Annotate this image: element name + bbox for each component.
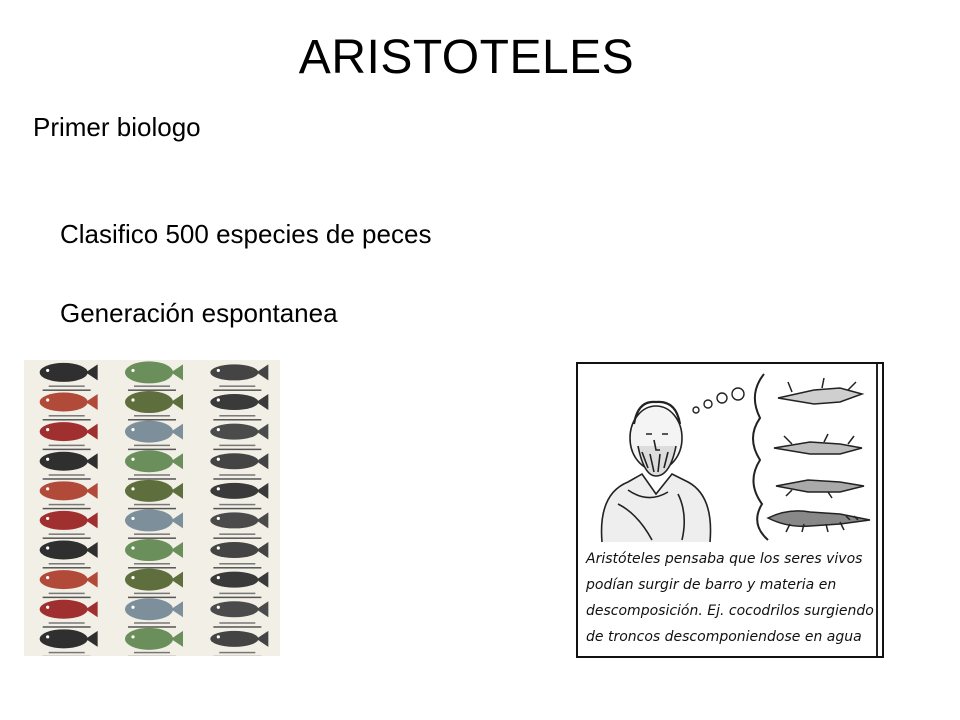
fish-icon	[125, 509, 183, 539]
fish-icon	[210, 512, 268, 539]
bullet-generacion-espontanea: Generación espontanea	[60, 298, 338, 328]
fish-icon	[40, 600, 98, 628]
fish-icon	[210, 601, 268, 628]
bullet-primer-biologo: Primer biologo	[33, 112, 201, 142]
comic-caption-line: de troncos descomponiendose en agua	[586, 629, 862, 645]
log-to-crocodile-sequence-icon	[768, 378, 870, 532]
fish-icon	[40, 452, 98, 480]
fish-icon	[210, 424, 268, 451]
fish-icon	[40, 481, 98, 509]
comic-caption	[586, 546, 874, 650]
fish-icon	[210, 364, 268, 391]
fish-icon	[125, 391, 183, 421]
fish-icon	[40, 511, 98, 539]
fish-icon	[125, 450, 183, 480]
bullet-clasifico-peces: Clasifico 500 especies de peces	[60, 219, 432, 249]
comic-caption-line: Aristóteles pensaba que los seres vivos	[586, 551, 863, 567]
fish-icon	[40, 629, 98, 656]
fish-icon	[210, 453, 268, 480]
fish-icon	[125, 628, 183, 656]
comic-caption-line: descomposición. Ej. cocodrilos surgiendo	[586, 603, 874, 619]
aristotle-comic-image	[576, 362, 884, 658]
fish-chart-image	[24, 360, 280, 656]
fish-icon	[210, 394, 268, 421]
fish-icon	[40, 363, 98, 391]
fish-icon	[40, 541, 98, 569]
aristotle-figure-icon	[602, 402, 711, 542]
fish-icon	[210, 542, 268, 569]
fish-icon	[125, 569, 183, 599]
comic-caption-line: podían surgir de barro y materia en	[586, 577, 837, 593]
fish-icon	[210, 483, 268, 510]
slide-title: ARISTOTELES	[298, 31, 635, 84]
fish-icon	[210, 631, 268, 656]
fish-icon	[125, 421, 183, 451]
fish-icon	[40, 422, 98, 450]
fish-icon	[40, 393, 98, 421]
fish-icon	[210, 572, 268, 599]
comic-drawing	[578, 364, 882, 544]
fish-icon	[125, 598, 183, 628]
fish-icon	[125, 361, 183, 391]
fish-icon	[125, 539, 183, 569]
fish-icon	[40, 570, 98, 598]
comic-panel-divider	[876, 364, 878, 656]
fish-icon	[125, 480, 183, 510]
